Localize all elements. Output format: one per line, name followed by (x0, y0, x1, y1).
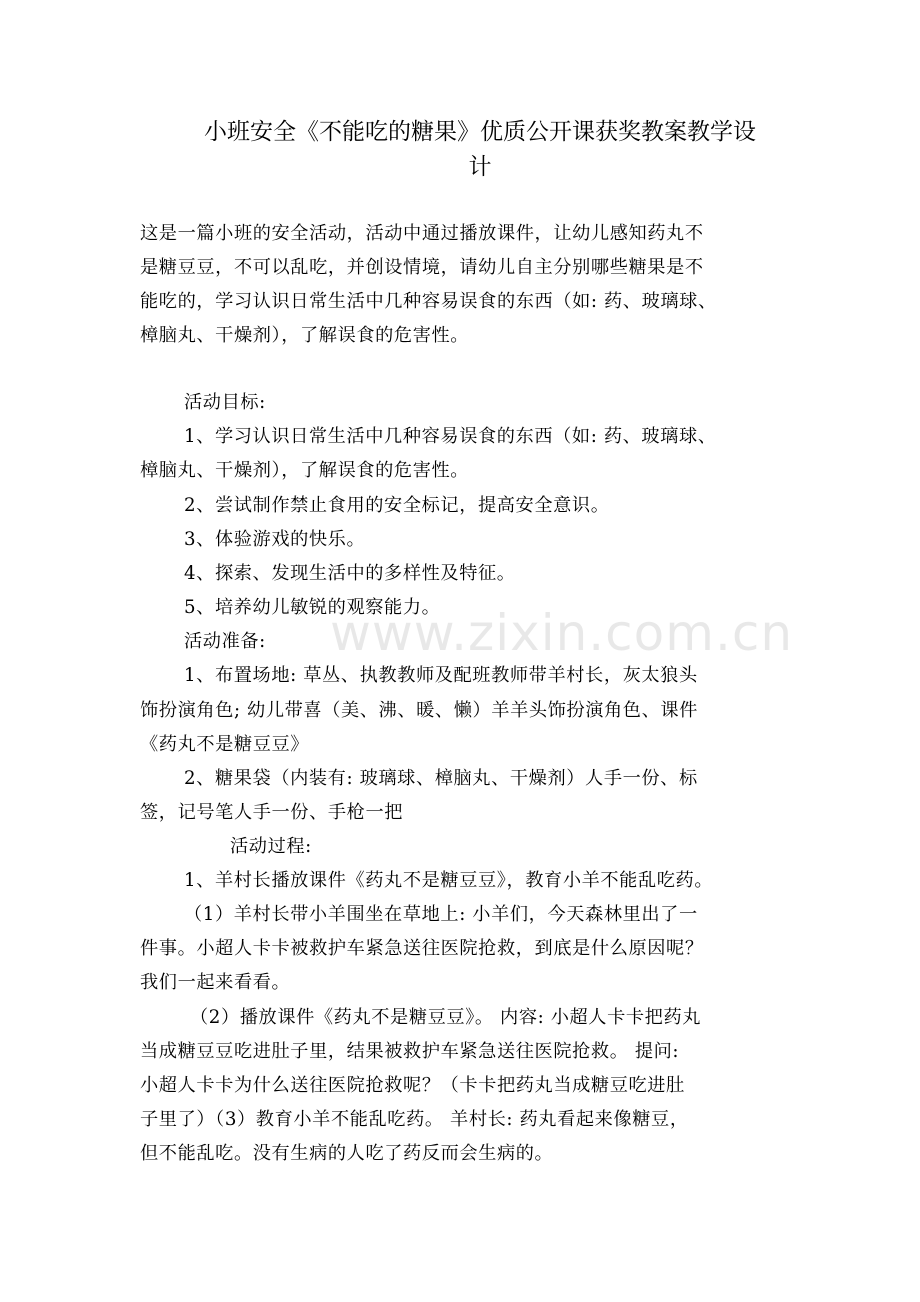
section-heading-goals: 活动目标: (184, 392, 266, 413)
prep-1-line-1: 1、布置场地: 草丛、执教教师及配班教师带羊村长，灰太狼头 (184, 665, 698, 686)
process-1-2-line-3: 小超人卡卡为什么送往医院抢救呢？（卡卡把药丸当成糖豆吃进肚 (140, 1075, 685, 1096)
process-1-1-line-3: 我们一起来看看。 (140, 972, 291, 993)
goal-4: 4、探索、发现生活中的多样性及特征。 (184, 563, 516, 584)
prep-1-line-3: 《药丸不是糖豆豆》 (140, 734, 310, 755)
watermark: www.zixin.com.cn (330, 604, 794, 662)
goal-5: 5、培养幼儿敏锐的观察能力。 (184, 597, 441, 618)
process-1-2-line-1: （2）播放课件《药丸不是糖豆豆》。 内容: 小超人卡卡把药丸 (190, 1007, 702, 1028)
process-1-1-line-1: （1）羊村长带小羊围坐在草地上: 小羊们，今天森林里出了一 (184, 904, 698, 925)
intro-line-2: 是糖豆豆，不可以乱吃，并创设情境，请幼儿自主分别哪些糖果是不 (140, 257, 704, 278)
process-1-2-line-4: 子里了）（3）教育小羊不能乱吃药。 羊村长: 药丸看起来像糖豆， (140, 1109, 689, 1130)
process-1: 1、羊村长播放课件《药丸不是糖豆豆》，教育小羊不能乱吃药。 (184, 870, 714, 891)
process-1-2-line-2: 当成糖豆豆吃进肚子里，结果被救护车紧急送往医院抢救。 提问: (140, 1041, 680, 1062)
document-title-line-1: 小班安全《不能吃的糖果》优质公开课获奖教案教学设 (204, 119, 756, 145)
prep-2-line-2: 签，记号笔人手一份、手枪一把 (140, 802, 404, 823)
process-1-1-line-2: 件事。小超人卡卡被救护车紧急送往医院抢救，到底是什么原因呢？ (140, 938, 704, 959)
goal-1-line-1: 1、学习认识日常生活中几种容易误食的东西（如: 药、玻璃球、 (184, 426, 717, 447)
process-1-2-line-5: 但不能乱吃。没有生病的人吃了药反而会生病的。 (140, 1143, 554, 1164)
goal-3: 3、体验游戏的快乐。 (184, 529, 366, 550)
intro-line-3: 能吃的，学习认识日常生活中几种容易误食的东西（如: 药、玻璃球、 (140, 291, 717, 312)
document-title-line-2: 计 (468, 154, 492, 180)
intro-line-1: 这是一篇小班的安全活动，活动中通过播放课件，让幼儿感知药丸不 (140, 223, 704, 244)
goal-1-line-2: 樟脑丸、干燥剂），了解误食的危害性。 (140, 460, 470, 481)
goal-2: 2、尝试制作禁止食用的安全标记，提高安全意识。 (184, 495, 610, 516)
prep-2-line-1: 2、糖果袋（内装有: 玻璃球、樟脑丸、干燥剂）人手一份、标 (184, 768, 698, 789)
section-heading-preparation: 活动准备: (184, 631, 266, 652)
prep-1-line-2: 饰扮演角色; 幼儿带喜（美、沸、暖、懒）羊羊头饰扮演角色、课件 (140, 700, 698, 721)
section-heading-process: 活动过程: (230, 836, 312, 857)
intro-line-4: 樟脑丸、干燥剂），了解误食的危害性。 (140, 325, 470, 346)
